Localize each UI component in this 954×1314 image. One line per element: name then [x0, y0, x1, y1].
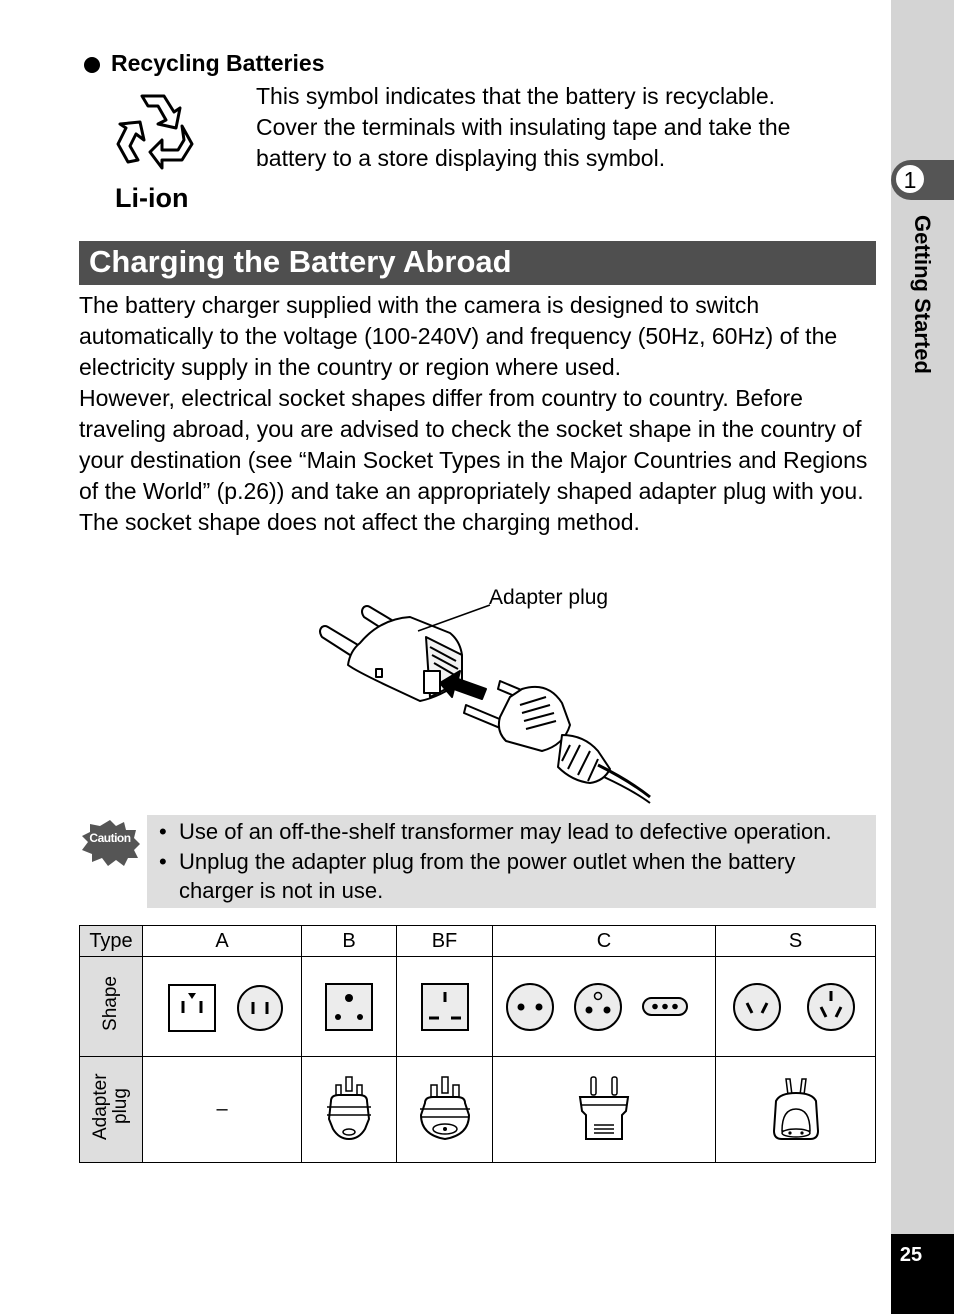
socket-c-icon [504, 979, 704, 1035]
socket-bf-icon [419, 981, 471, 1033]
section-title: Charging the Battery Abroad [89, 244, 512, 279]
adapter-plug-illustration [300, 585, 680, 810]
bullet-icon [84, 57, 100, 73]
caution-box [147, 815, 876, 908]
adapter-a: – [143, 1057, 302, 1163]
adapter-c-icon [574, 1075, 634, 1145]
adapter-bf-icon [415, 1075, 475, 1145]
type-s: S [716, 926, 876, 957]
body-text [79, 290, 879, 538]
recycling-line: This symbol indicates that the battery is recyclable. [256, 83, 776, 109]
recycle-icon [112, 88, 198, 174]
recycling-heading: Recycling Batteries [111, 50, 325, 76]
adapter-plug-label: Adapter plug [489, 586, 609, 609]
paragraph: The socket shape does not affect the charging method. [79, 509, 640, 535]
page-number: 25 [899, 1244, 923, 1266]
caution-item: • Unplug the adapter plug from the power outlet when the battery charger is not in use. [159, 848, 796, 903]
type-header: Type [80, 926, 143, 957]
adapter-s-icon [768, 1075, 824, 1145]
adapter-bf [397, 1057, 493, 1163]
caution-badge-label: Caution [89, 831, 131, 845]
adapter-b-icon [323, 1075, 375, 1145]
adapter-row-header: Adapter plug [80, 1057, 143, 1163]
recycling-line: battery to a store displaying this symbol. [256, 145, 666, 171]
type-b: B [302, 926, 397, 957]
type-bf: BF [397, 926, 493, 957]
recycling-text [256, 81, 876, 174]
li-ion-label: Li-ion [115, 183, 189, 213]
adapter-b [302, 1057, 397, 1163]
shape-row-header: Shape [80, 957, 143, 1057]
paragraph: The battery charger supplied with the camera is designed to switch automatically to the voltage (100-240V) and frequency (50Hz, 60Hz) of the electricity supply in the country or region where used. [79, 292, 838, 380]
type-a: A [143, 926, 302, 957]
paragraph: However, electrical socket shapes differ from country to country. Before traveling abroad, you are advised to check the socket shape in the country of your destination (see “Main Socket Types in the Major Countries and Regions of the World” (p.26)) and take an appropriately shaped adapter plug with you. [79, 385, 868, 504]
adapter-c [493, 1057, 716, 1163]
chapter-title: Getting Started [910, 215, 935, 374]
socket-s-icon [731, 979, 861, 1035]
socket-a-icon [147, 979, 297, 1035]
adapter-s [716, 1057, 876, 1163]
socket-b-icon [323, 981, 375, 1033]
type-c: C [493, 926, 716, 957]
shape-c [493, 957, 716, 1057]
recycling-line: Cover the terminals with insulating tape and take the [256, 114, 791, 140]
shape-a [143, 957, 302, 1057]
shape-b [302, 957, 397, 1057]
chapter-number: 1 [894, 163, 926, 195]
caution-item: • Use of an off-the-shelf transformer may lead to defective operation. [159, 819, 832, 844]
shape-bf [397, 957, 493, 1057]
shape-s [716, 957, 876, 1057]
socket-types-table [79, 925, 876, 1156]
